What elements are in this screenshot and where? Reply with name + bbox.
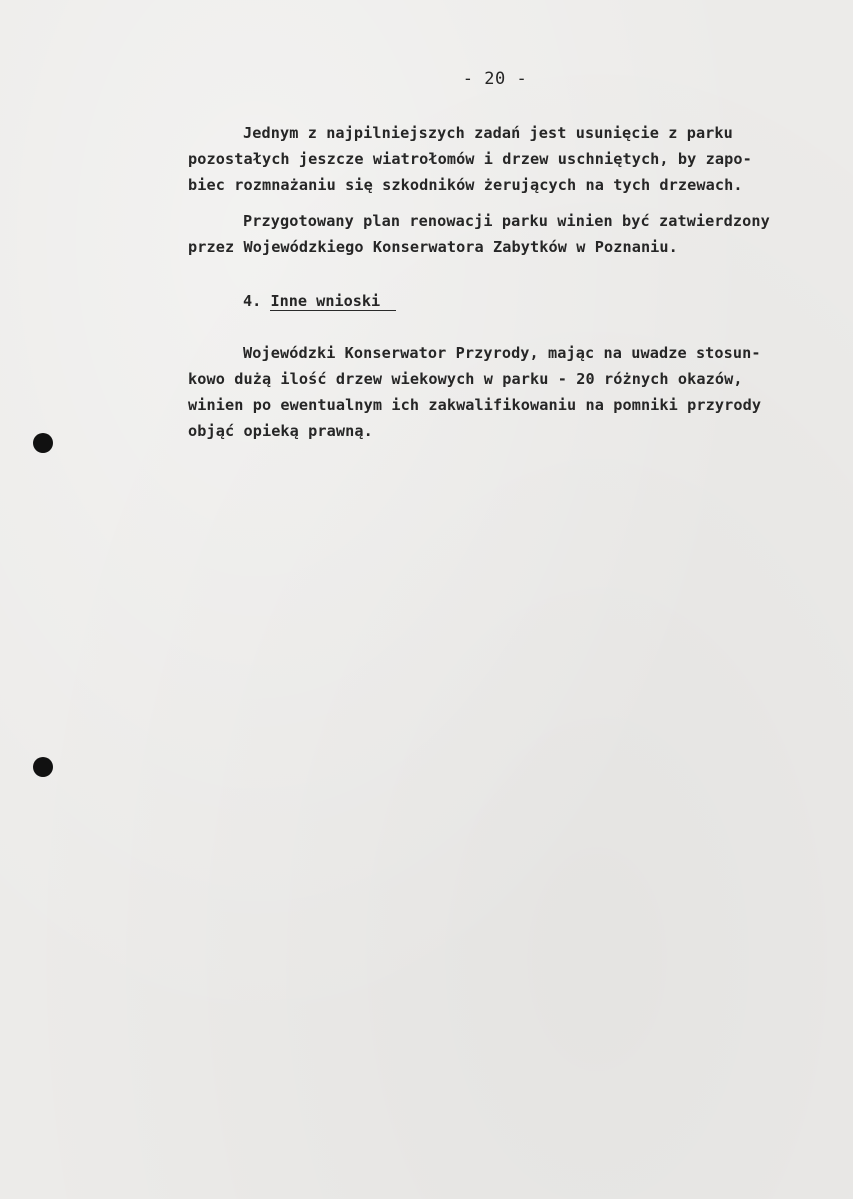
text-line: kowo dużą ilość drzew wiekowych w parku - 20 różnych okazów, [188, 370, 743, 388]
punch-hole [33, 757, 53, 777]
text-line: objąć opieką prawną. [188, 422, 373, 440]
text-line: Jednym z najpilniejszych zadań jest usunięcie z parku [243, 124, 733, 142]
text-line: Wojewódzki Konserwator Przyrody, mając na uwadze stosun- [243, 344, 761, 362]
paragraph-nature-conservator [188, 340, 848, 444]
section-title: Inne wnioski [270, 292, 396, 311]
punch-hole [33, 433, 53, 453]
text-line: winien po ewentualnym ich zakwalifikowaniu na pomniki przyrody [188, 396, 762, 414]
text-line: przez Wojewódzkiego Konserwatora Zabytków w Poznaniu. [188, 238, 678, 256]
section-heading [243, 288, 396, 314]
paragraph-renovation-plan [188, 208, 848, 260]
paragraph-park-cleanup [188, 120, 848, 198]
section-number: 4. [243, 292, 262, 310]
text-line: pozostałych jeszcze wiatrołomów i drzew uschniętych, by zapo- [188, 150, 752, 168]
page-number: - 20 - [462, 69, 528, 89]
text-line: biec rozmnażaniu się szkodników żerujących na tych drzewach. [188, 176, 743, 194]
text-line: Przygotowany plan renowacji parku winien być zatwierdzony [243, 212, 770, 230]
